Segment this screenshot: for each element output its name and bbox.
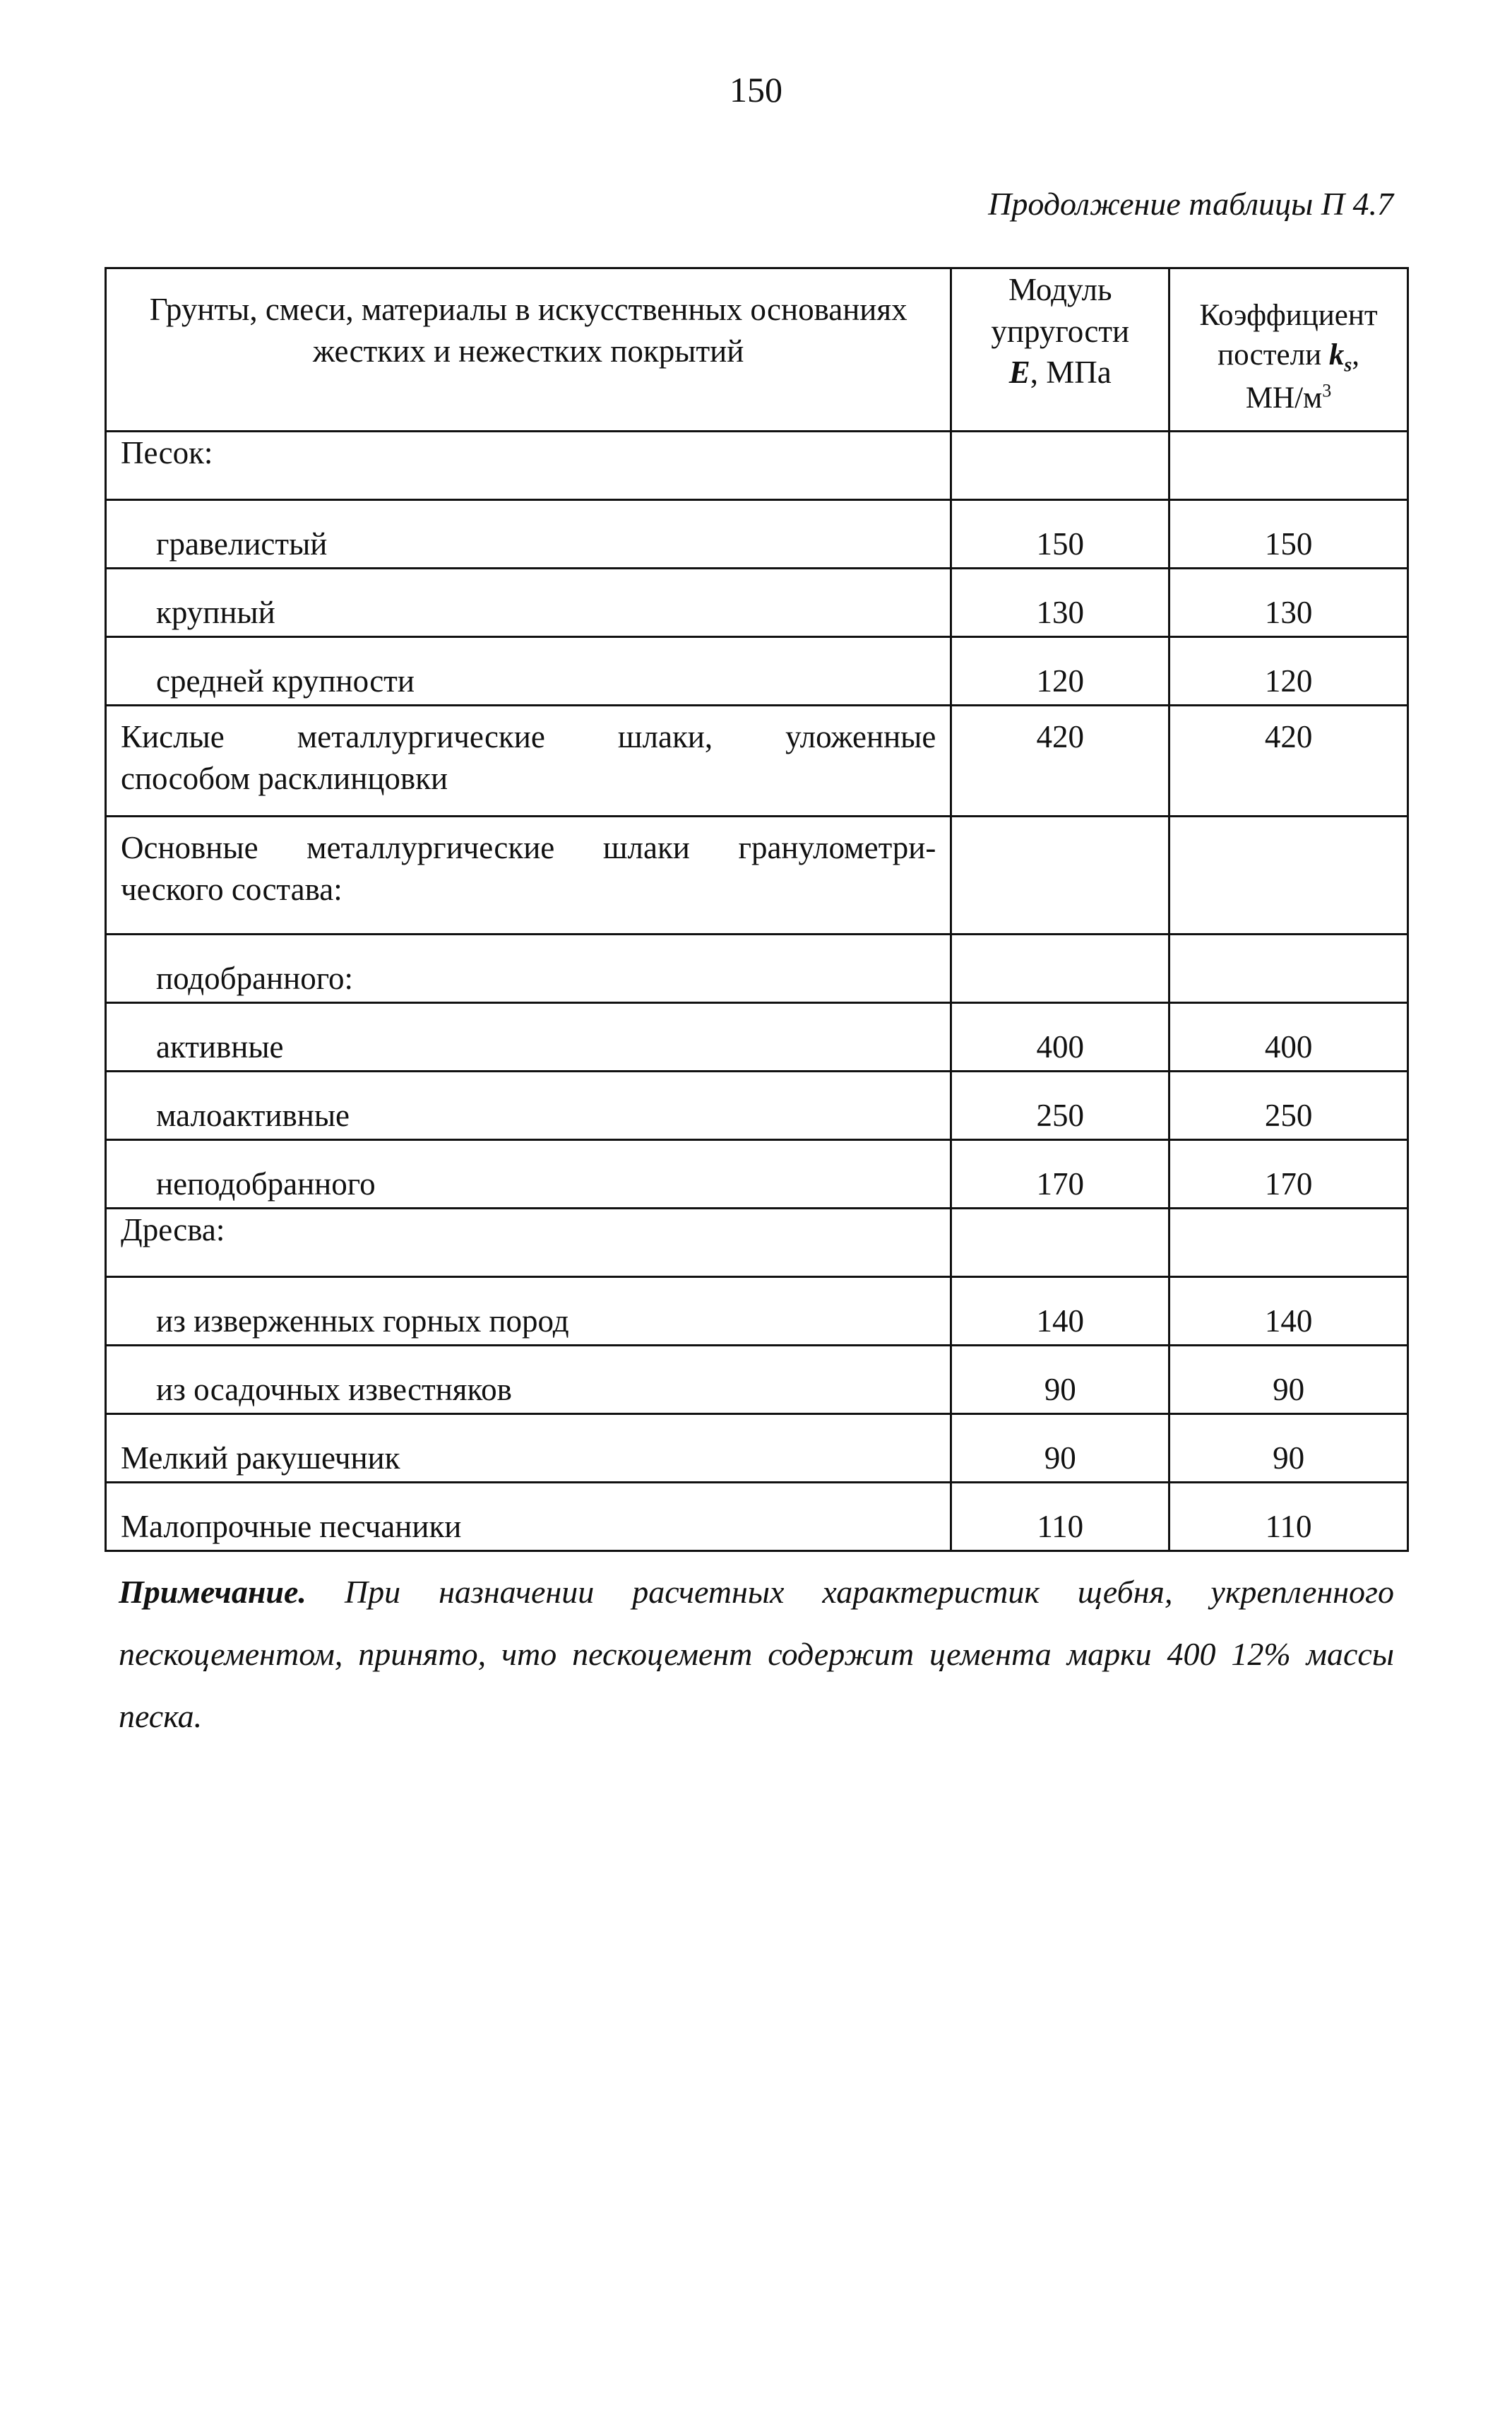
coef-symbol: k <box>1328 338 1345 372</box>
row-coefficient: 170 <box>1169 1140 1408 1209</box>
modulus-unit: , МПа <box>1030 355 1112 390</box>
table-row <box>106 1003 1408 1072</box>
header-modulus-line1: Модуль <box>1008 272 1112 307</box>
row-label: Песок: <box>106 432 951 500</box>
coef-label: постели <box>1218 338 1329 372</box>
row-modulus <box>951 935 1169 1003</box>
row-label <box>106 706 951 817</box>
row-coefficient: 400 <box>1169 1003 1408 1072</box>
table-row <box>106 817 1408 935</box>
row-modulus: 170 <box>951 1140 1169 1209</box>
coef-unit-sup: 3 <box>1322 380 1332 401</box>
row-modulus: 400 <box>951 1003 1169 1072</box>
group-basic-slag <box>106 817 1408 1209</box>
group-sandstone <box>106 1483 1408 1551</box>
row-modulus: 250 <box>951 1072 1169 1140</box>
row-label: малоактивные <box>106 1072 951 1140</box>
row-modulus <box>951 432 1169 500</box>
row-coefficient <box>1169 817 1408 935</box>
row-label: Малопрочные песчаники <box>106 1483 951 1551</box>
coef-subscript: s <box>1344 354 1352 377</box>
table-row <box>106 1483 1408 1551</box>
row-modulus: 90 <box>951 1346 1169 1414</box>
header-material <box>106 268 951 432</box>
row-label: Дресва: <box>106 1209 951 1277</box>
row-coefficient <box>1169 935 1408 1003</box>
group-gruss <box>106 1209 1408 1483</box>
table-row <box>106 1346 1408 1414</box>
row-label <box>106 817 951 935</box>
row-coefficient: 120 <box>1169 637 1408 706</box>
row-label: из изверженных горных пород <box>106 1277 951 1346</box>
row-coefficient: 90 <box>1169 1414 1408 1483</box>
header-modulus-line3 <box>966 352 1154 393</box>
header-coef-line3 <box>1184 379 1393 418</box>
table-row <box>106 569 1408 637</box>
table-row <box>106 935 1408 1003</box>
note-text: При назначении расчетных характеристик щебня, укрепленного пескоцементом, принято, что пескоцемент содержит цемента марки 400 12% массы песка. <box>119 1574 1394 1734</box>
row-label: подобранного: <box>106 935 951 1003</box>
table-row <box>106 637 1408 706</box>
table-continuation-label: Продолжение таблицы П 4.7 <box>988 186 1393 222</box>
row-label-line1: Кислые металлургические шлаки, уложенные <box>121 719 936 754</box>
row-modulus: 120 <box>951 637 1169 706</box>
table-row <box>106 1209 1408 1277</box>
page-number: 150 <box>730 70 782 109</box>
header-coef-line1: Коэффициент <box>1199 299 1378 332</box>
row-modulus: 130 <box>951 569 1169 637</box>
row-modulus <box>951 1209 1169 1277</box>
table-row <box>106 1277 1408 1346</box>
group-sand <box>106 432 1408 706</box>
properties-table <box>105 267 1409 1552</box>
row-modulus <box>951 817 1169 935</box>
row-label: активные <box>106 1003 951 1072</box>
note-heading: Примечание. <box>119 1574 306 1610</box>
header-modulus-line2: упругости <box>991 313 1130 349</box>
header-coefficient <box>1169 268 1408 432</box>
row-modulus: 420 <box>951 706 1169 817</box>
row-label: гравелистый <box>106 500 951 569</box>
header-coef-line2 <box>1184 336 1393 379</box>
table-row <box>106 1140 1408 1209</box>
row-label: неподобранного <box>106 1140 951 1209</box>
row-label-line2: способом расклинцовки <box>121 760 448 796</box>
row-label: из осадочных известняков <box>106 1346 951 1414</box>
row-coefficient: 250 <box>1169 1072 1408 1140</box>
row-label-line1: Основные металлургические шлаки гранулометри- <box>121 830 936 865</box>
row-label: Мелкий ракушечник <box>106 1414 951 1483</box>
group-acid-slag <box>106 706 1408 817</box>
table-row <box>106 500 1408 569</box>
row-coefficient <box>1169 432 1408 500</box>
row-modulus: 140 <box>951 1277 1169 1346</box>
row-label: средней крупности <box>106 637 951 706</box>
row-label: крупный <box>106 569 951 637</box>
header-modulus <box>951 268 1169 432</box>
header-material-text: Грунты, смеси, материалы в искусственных основаниях жестких и нежестких покрытий <box>149 292 907 369</box>
row-coefficient: 140 <box>1169 1277 1408 1346</box>
row-modulus: 90 <box>951 1414 1169 1483</box>
table-row <box>106 432 1408 500</box>
row-coefficient <box>1169 1209 1408 1277</box>
row-coefficient: 150 <box>1169 500 1408 569</box>
table-row <box>106 1072 1408 1140</box>
footnote <box>119 1561 1394 1748</box>
row-coefficient: 130 <box>1169 569 1408 637</box>
row-coefficient: 90 <box>1169 1346 1408 1414</box>
row-modulus: 150 <box>951 500 1169 569</box>
row-label-line2: ческого состава: <box>121 871 343 907</box>
row-coefficient: 110 <box>1169 1483 1408 1551</box>
row-coefficient: 420 <box>1169 706 1408 817</box>
modulus-symbol: E <box>1008 355 1030 390</box>
row-modulus: 110 <box>951 1483 1169 1551</box>
coef-comma: , <box>1352 338 1360 372</box>
table-row <box>106 1414 1408 1483</box>
table-row <box>106 706 1408 817</box>
coef-unit: МН/м <box>1245 381 1323 415</box>
